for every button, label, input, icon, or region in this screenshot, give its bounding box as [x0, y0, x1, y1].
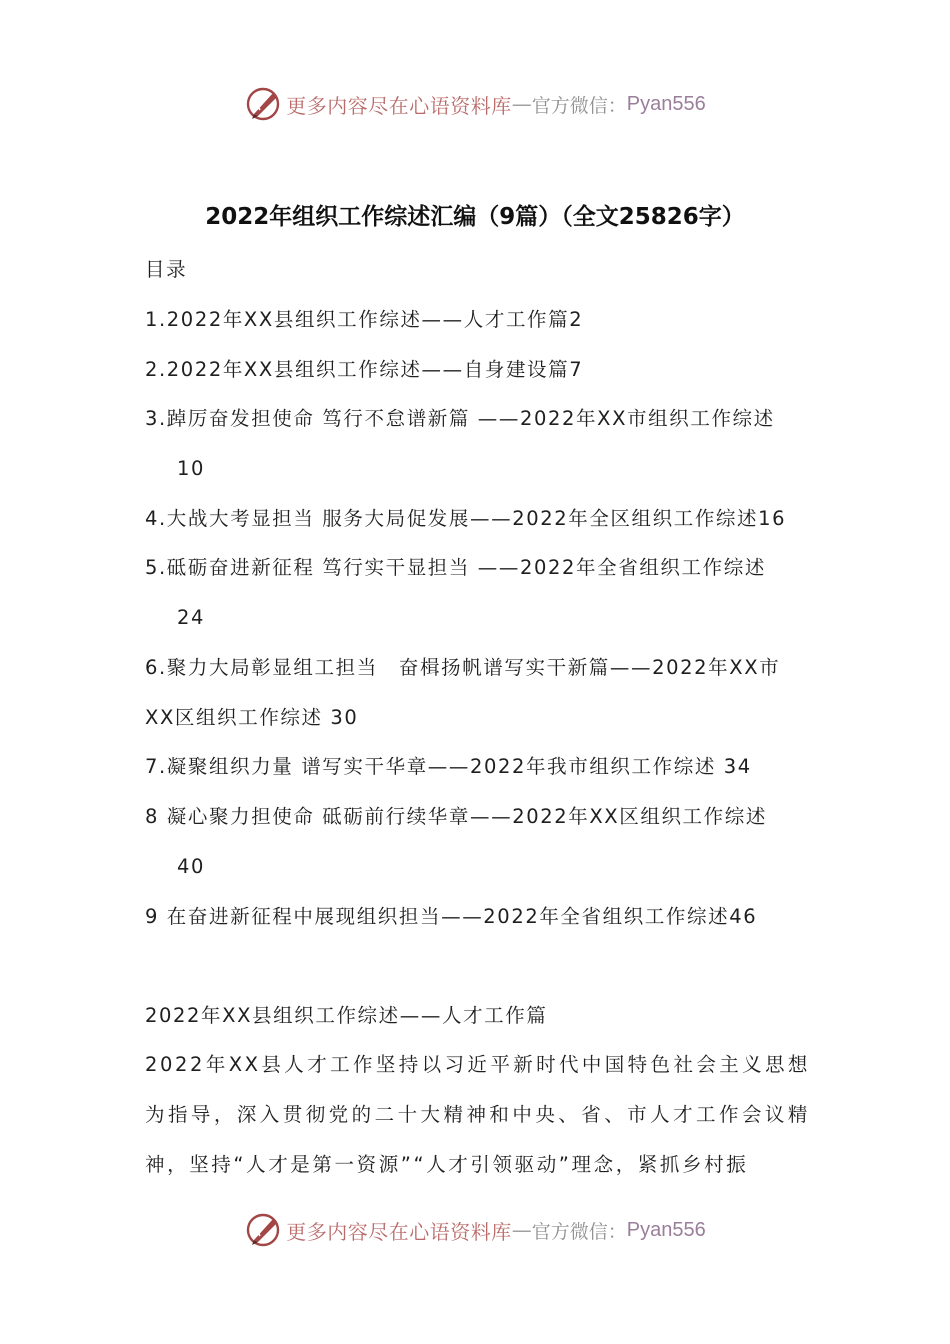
toc-entry-3-page[interactable]: 10 [177, 457, 206, 480]
watermark-banner-top [0, 82, 950, 126]
toc-entry-3[interactable]: 3.踔厉奋发担使命 笃行不怠谱新篇 ——2022年XX市组织工作综述 [145, 407, 775, 430]
watermark-wechat-label: 官方微信： [531, 94, 627, 117]
watermark-text: 更多内容尽在心语资料库 [286, 93, 512, 118]
toc-entry-2[interactable]: 2.2022年XX县组织工作综述——自身建设篇7 [145, 358, 584, 381]
section-heading: 2022年XX县组织工作综述——人才工作篇 [145, 1004, 548, 1027]
watermark-text: 更多内容尽在心语资料库 [286, 1219, 512, 1244]
watermark-wechat-id: Pyan556 [626, 92, 706, 115]
toc-entry-5[interactable]: 5.砥砺奋进新征程 笃行实干显担当 ——2022年全省组织工作综述 [145, 556, 766, 579]
watermark-wechat-id: Pyan556 [626, 1218, 706, 1241]
toc-entry-6[interactable]: 6.聚力大局彰显组工担当 奋楫扬帆谱写实干新篇——2022年XX市 [145, 656, 781, 679]
watermark-separator: — [511, 1218, 532, 1242]
watermark-separator: — [511, 92, 532, 116]
pen-logo-icon [244, 84, 284, 124]
toc-entry-5-page[interactable]: 24 [177, 606, 206, 629]
toc-entry-6-cont[interactable]: XX区组织工作综述 30 [145, 706, 359, 729]
toc-entry-8[interactable]: 8 凝心聚力担使命 砥砺前行续华章——2022年XX区组织工作综述 [145, 805, 767, 828]
toc-heading: 目录 [145, 258, 188, 281]
toc-entry-4[interactable]: 4.大战大考显担当 服务大局促发展——2022年全区组织工作综述16 [145, 507, 787, 530]
watermark-banner-bottom [0, 1208, 950, 1252]
watermark-wechat-label: 官方微信： [531, 1220, 627, 1243]
pen-logo-icon [244, 1210, 284, 1250]
section-body-paragraph: 2022年XX县人才工作坚持以习近平新时代中国特色社会主义思想为指导，深入贯彻党的二十大精神和中央、省、市人才工作会议精神，坚持“人才是第一资源”“人才引领驱动”理念，紧抓乡村振 [145, 1053, 810, 1176]
toc-entry-8-page[interactable]: 40 [177, 855, 206, 878]
toc-entry-9[interactable]: 9 在奋进新征程中展现组织担当——2022年全省组织工作综述46 [145, 905, 758, 928]
toc-entry-7[interactable]: 7.凝聚组织力量 谱写实干华章——2022年我市组织工作综述 34 [145, 755, 752, 778]
toc-entry-1[interactable]: 1.2022年XX县组织工作综述——人才工作篇2 [145, 308, 584, 331]
document-title: 2022年组织工作综述汇编（9篇）（全文25826字） [205, 204, 745, 230]
